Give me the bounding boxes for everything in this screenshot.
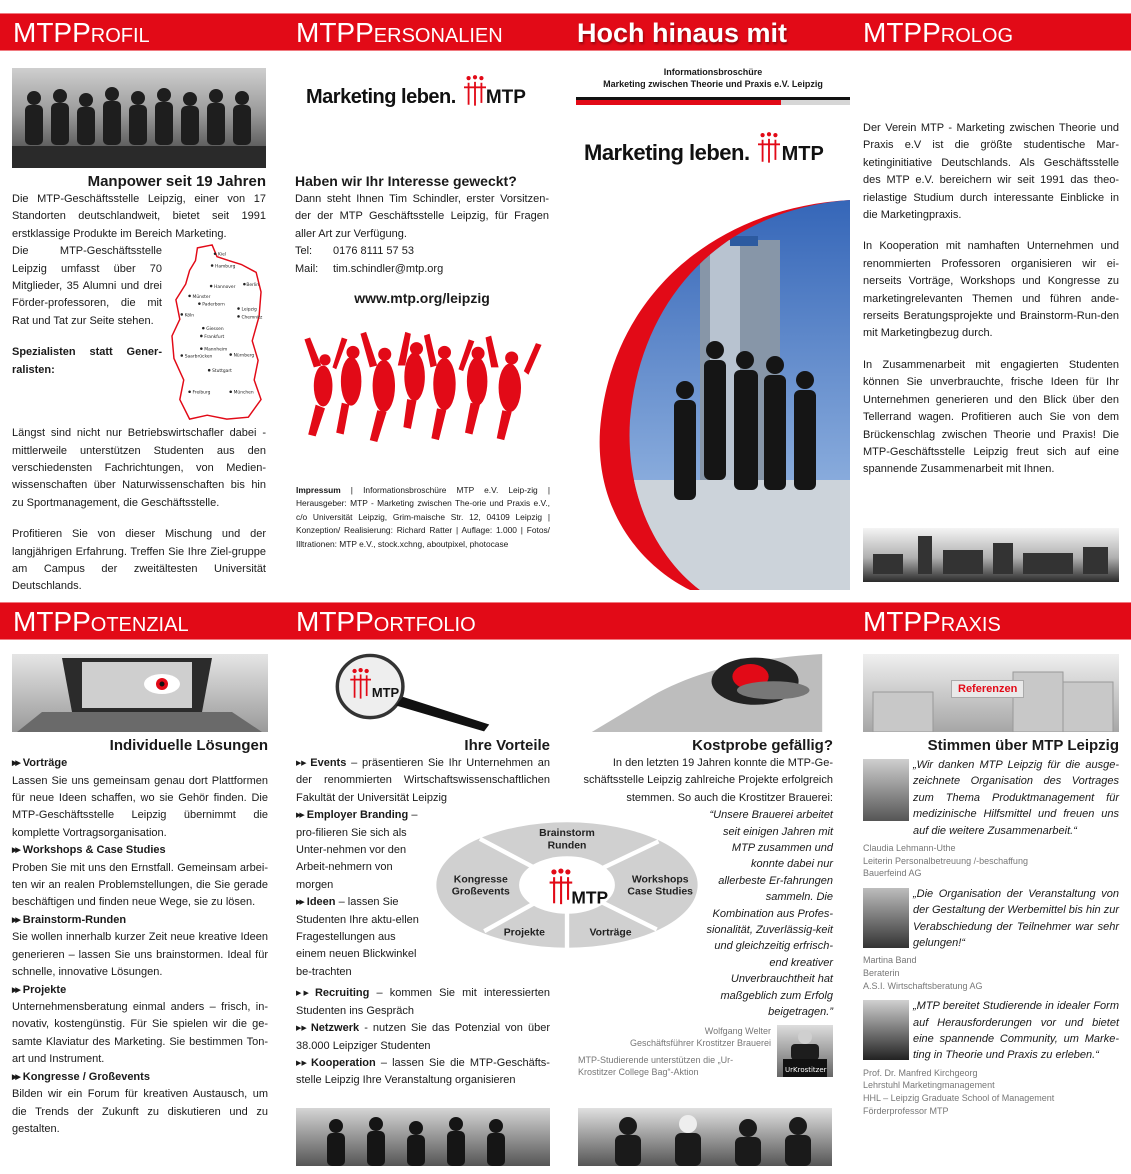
- double-arrow-icon: ▶▶: [12, 847, 19, 855]
- vorteile-item: [296, 985, 550, 1020]
- team-group-illustration: [12, 68, 266, 168]
- cover-subtitle: [576, 66, 850, 90]
- svg-text:Giessen: Giessen: [206, 327, 224, 333]
- vorteile-text: - nutzen Sie das Potenzial von über 38.000 Leipziger Studenten: [296, 1022, 550, 1052]
- profil-specialists: [12, 344, 162, 379]
- vorteile-text: – lassen Sie Studenten Ihre aktu-ellen Fragestellungen aus einem neuen Blickwinkel be-trachten: [296, 896, 419, 978]
- potenzial-title: Individuelle Lösungen: [109, 737, 268, 754]
- leipzig-skyline-photo: [863, 528, 1119, 582]
- team-photo: [12, 68, 266, 168]
- double-arrow-icon: ▶▶: [12, 1073, 19, 1081]
- prolog-p3: In Zusammenarbeit mit engagierten Studenten können Sie unverbrauchte, frische Ideen für Ihr Unternehmen generieren und den Blick über den Tellerrand wagen. Profitieren auch Sie von dem Brückenschlag zwischen Theorie und Praxis! Die MTP-Geschäftsstelle Leipzig freut sich auf eine spannende Zusammenarbeit mit Ihnen.: [863, 358, 1119, 476]
- header-prefix: MTP: [296, 17, 356, 48]
- vorteile-head: Employer Branding: [306, 809, 409, 822]
- profil-outro: Profitieren Sie von dieser Mischung und der langjährigen Erfahrung. Treffen Sie Ihre Ziel-gruppe am Campus der zweitältesten Universität Deutschlands.: [12, 528, 266, 593]
- svg-text:Frankfurt: Frankfurt: [204, 335, 225, 341]
- contact-mail-row: [295, 261, 549, 278]
- college-bag-caption: MTP-Studierende unterstützen die „Ur-Krostitzer College Bag“-Aktion: [578, 1054, 734, 1078]
- testimonial-photo: [863, 1000, 909, 1060]
- college-bag-photo: [578, 1108, 832, 1166]
- referenzen-folder-photo: [863, 654, 1119, 732]
- mtp-mark: [464, 87, 526, 109]
- impressum-text: | Informationsbroschüre MTP e.V. Leip-zig | Herausgeber: MTP - Marketing zwischen The-orie und Praxis e.V., c/o Universität Leipzig, Grim-maische Str. 12, 04109 Leipzig | Konzeption/ Realisierung: Richard Ratter | Auflage: 1.000 | Fotos/ Illtrationen: MTP e.V., stock.xchng, aboutpixel, photocase: [296, 485, 550, 549]
- kostprobe-cite-block: [578, 1025, 771, 1079]
- prolog-p2: In Kooperation mit namhaften Unternehmen und renommierten Professoren organisieren wir ei-nerseits Vorträge, Workshops und Kongresse zu marketingrelevanten Themen und führen ande-rerseits Beratungsprojekte und Brainstorm-Run-den mit Marketingbezug durch.: [863, 240, 1119, 340]
- vorteile-item: [296, 755, 550, 807]
- double-arrow-icon: ▶▶: [296, 990, 311, 998]
- wheel-center-label: MTP: [571, 887, 609, 908]
- svg-text:Leipzig: Leipzig: [241, 307, 257, 313]
- testimonial-company: Bauerfeind AG: [863, 868, 922, 879]
- header-praxis: [863, 603, 1001, 641]
- double-arrow-icon: ▶▶: [12, 760, 19, 767]
- vorteile-text: – kommen Sie mit interessierten Studenten ins Gespräch: [296, 987, 550, 1017]
- header-profil: [13, 14, 150, 52]
- jumping-people-illustration: [296, 330, 550, 442]
- testimonial-photo: [863, 888, 909, 948]
- header-prefix: MTP: [13, 17, 73, 48]
- item-head: Brainstorm-Runden: [22, 913, 127, 926]
- svg-text:Berlin: Berlin: [246, 283, 260, 289]
- svg-text:Chemnitz: Chemnitz: [241, 315, 263, 321]
- item-text: Lassen Sie uns gemeinsam genau dort Plattformen für neue Ideen schaffen, wo sie Gehör finden. Die MTP-Geschäftsstelle Leipzig übernimmt die komplette Vortragsorganisation.: [12, 774, 268, 839]
- potenzial-item: [12, 842, 268, 912]
- testimonial-title: Förderprofessor MTP: [863, 1105, 949, 1116]
- svg-text:Münster: Münster: [192, 295, 211, 301]
- mtp-mark-text: MTP: [485, 87, 526, 108]
- vorteile-item: [296, 1055, 550, 1090]
- testimonial-name: Martina Band: [863, 955, 917, 966]
- svg-text:München: München: [233, 390, 254, 396]
- svg-text:Freiburg: Freiburg: [192, 390, 211, 396]
- students-illustration: [578, 1108, 832, 1166]
- svg-text:Mannheim: Mannheim: [204, 347, 228, 353]
- praxis-column: [863, 736, 1119, 1117]
- portfolio-kostprobe: [578, 736, 833, 1079]
- header-portfolio: [296, 603, 476, 641]
- kostprobe-name: Wolfgang Welter: [704, 1025, 771, 1036]
- profil-specialists-text: Längst sind nicht nur Betriebswirtschafler dabei - mittlerweile unterstützen Studenten aus den verschiedensten Fachrichtungen, von Medien-wissenschaften über Naturwissenschaften bis hin zu Sportmanagement, die Geschäftsstelle.: [12, 427, 266, 509]
- svg-text:Paderborn: Paderborn: [202, 302, 225, 308]
- item-text: Proben Sie mit uns den Ernstfall. Gemeinsam arbei-ten wir an realen Problemstellungen, die Sie gerade beschäftigen und finden neue Wege, sie zu lösen.: [12, 861, 268, 909]
- profil-intro: Die MTP-Geschäftsstelle Leipzig, einer von 17 Standorten deutschlandweit, bietet seit 1991 erstklassige Produkte im Bereich Marketing.: [12, 193, 266, 240]
- magnifier-mtp-text: MTP: [371, 684, 400, 700]
- website-link[interactable]: www.mtp.org/leipzig: [354, 290, 490, 307]
- wheel-segment-workshops-2: Case Studies: [627, 886, 693, 898]
- team-street-photo: [296, 1108, 550, 1166]
- specialists-label: Spezialisten statt Gener-ralisten:: [12, 346, 162, 376]
- laptop-eye-photo: [12, 654, 268, 732]
- testimonial-quote: „Wir danken MTP Leipzig für die ausge-zeichnete Organisation des Vortrages zum Thema Produktmanagement für medizinische Hilfsmittel und freuen uns auf die weitere Zusammenarbeit.“: [913, 759, 1119, 837]
- potenzial-column: [12, 736, 268, 1138]
- cover-photo-team-skyscraper: [580, 200, 850, 590]
- profil-title: Manpower seit 19 Jahren: [87, 173, 266, 190]
- strawberry-mouth-photo: [580, 654, 834, 732]
- testimonial: [863, 886, 1119, 992]
- testimonial: [863, 757, 1119, 880]
- cover-rule-red: [576, 100, 781, 105]
- headline: Hoch hinaus mit: [577, 18, 788, 48]
- svg-text:Saarbrücken: Saarbrücken: [184, 354, 213, 360]
- profil-column: [12, 172, 266, 596]
- svg-text:Hamburg: Hamburg: [215, 264, 236, 270]
- wheel-segment-workshops: Workshops: [631, 874, 689, 886]
- double-arrow-icon: ▶▶: [296, 812, 303, 820]
- contact-text: Dann steht Ihnen Tim Schindler, erster Vorsitzen-der der MTP Geschäftsstelle Leipzig, für Fragen aller Art zur Verfügung.: [295, 193, 549, 240]
- testimonial-name: Claudia Lehmann-Uthe: [863, 843, 956, 854]
- contact-tel-row: [295, 243, 549, 260]
- mtp-figures-icon: [758, 132, 780, 164]
- profil-map-row: [12, 243, 266, 425]
- header-suffix: Potenzial: [72, 606, 189, 637]
- potenzial-item: [12, 912, 268, 982]
- mail-link[interactable]: tim.schindler@mtp.org: [333, 262, 444, 275]
- potenzial-item: [12, 1069, 268, 1139]
- team-street-illustration: [296, 1108, 550, 1166]
- testimonial-company: A.S.I. Wirtschaftsberatung AG: [863, 980, 983, 991]
- kostprobe-role: Geschäftsführer Krostitzer Brauerei: [629, 1038, 771, 1049]
- vorteile-head: Ideen: [306, 896, 336, 909]
- vorteile-text: – präsentieren Sie Ihr Unternehmen an der renommierten Wirtschaftswissenschaftlichen Fakultät der Universität Leipzig: [296, 757, 550, 804]
- testimonial-quote: „MTP bereitet Studierende in idealer Form auf Herausforderungen vor und bietet eine spannende Community, um Marke-ting in Theorie und Praxis zu erleben.“: [913, 1000, 1119, 1062]
- slogan: Marketing leben.: [306, 86, 456, 108]
- contact-title: Haben wir Ihr Interesse geweckt?: [295, 173, 517, 189]
- item-head: Workshops & Case Studies: [22, 844, 166, 857]
- header-suffix: Portfolio: [355, 606, 476, 637]
- vorteile-text: – lassen Sie die MTP-Geschäfts-stelle Leipzig Ihre Veranstaltung organisieren: [296, 1056, 550, 1087]
- double-arrow-icon: ▶▶: [12, 916, 19, 924]
- vorteile-title: Ihre Vorteile: [464, 737, 550, 754]
- wheel-segment-brainstorm: Brainstorm: [539, 828, 595, 840]
- vorteile-item: [296, 894, 428, 981]
- item-text: Sie wollen innerhalb kurzer Zeit neue kreative Ideen generieren – lassen Sie uns brainstormen. Ideal für schnelle, innovative Lösungen.: [12, 931, 268, 979]
- header-prefix: MTP: [863, 606, 923, 637]
- marketing-leben-logo: [306, 86, 546, 109]
- svg-text:Hannover: Hannover: [214, 285, 236, 291]
- double-arrow-icon: ▶▶: [296, 899, 303, 907]
- header-prefix: MTP: [863, 17, 923, 48]
- testimonial-role: Beraterin: [863, 968, 900, 979]
- testimonial-quote: „Die Organisation der Veranstaltung von der Gestaltung der Werbemittel bis hin zur Verabschiedung der Teilnehmer war sehr gelungen!“: [913, 887, 1119, 950]
- vorteile-head: Kooperation: [310, 1056, 376, 1069]
- header-suffix: Profil: [72, 17, 150, 48]
- svg-text:Kiel: Kiel: [217, 252, 227, 258]
- double-arrow-icon: ▶▶: [296, 1059, 307, 1067]
- potenzial-item: [12, 755, 268, 842]
- header-prolog: [863, 14, 1013, 52]
- praxis-title: Stimmen über MTP Leipzig: [927, 737, 1119, 754]
- svg-text:Stuttgart: Stuttgart: [212, 369, 232, 375]
- header-suffix: Prolog: [922, 17, 1014, 48]
- vorteile-head: Recruiting: [314, 987, 370, 1000]
- item-text: Bilden wir ein Forum für kreativen Austausch, um die Trends der Zukunft zu diskutieren und zu gestalten.: [12, 1088, 268, 1135]
- cover-mtp-mark: [758, 143, 824, 166]
- testimonial-name: Prof. Dr. Manfred Kirchgeorg: [863, 1067, 978, 1078]
- wheel-segment-brainstorm-2: Runden: [547, 840, 587, 852]
- wheel-segment-kongresse-2: Großevents: [451, 886, 510, 898]
- crate-label: UrKrostitzer: [785, 1065, 827, 1074]
- item-text: Unternehmensberatung einmal anders – frisch, in-novativ, kostengünstig. Für Sie spielen wir die ge-samte Klaviatur des Marketing. Sie bestimmen Ton-art und Instrument.: [12, 1001, 268, 1066]
- header-potenzial: [13, 603, 189, 641]
- mail-label: Mail:: [295, 262, 319, 275]
- double-arrow-icon: ▶▶: [296, 760, 307, 767]
- cover-mtp-text: MTP: [781, 143, 824, 165]
- wheel-segment-projekte: Projekte: [503, 927, 545, 939]
- bottom-header-band: [0, 602, 1131, 640]
- potenzial-list: [12, 755, 268, 1138]
- impressum-label: Impressum: [296, 485, 341, 495]
- welter-photo: [777, 1025, 833, 1077]
- header-suffix: Personalien: [355, 17, 503, 48]
- testimonial-role: Lehrstuhl Marketingmanagement: [863, 1080, 995, 1091]
- wheel-segment-kongresse: Kongresse: [453, 874, 508, 886]
- header-personalien: [296, 14, 503, 52]
- impressum: [296, 484, 550, 551]
- testimonial-photo: [863, 759, 909, 821]
- personalien-column: [295, 172, 549, 306]
- wheel-segment-vortraege: Vorträge: [589, 927, 632, 939]
- header-prefix: MTP: [13, 606, 73, 637]
- potenzial-item: [12, 982, 268, 1069]
- germany-map: [168, 243, 266, 425]
- kostprobe-title: Kostprobe gefällig?: [692, 737, 833, 754]
- tel-value[interactable]: 0176 8111 57 53: [333, 245, 414, 258]
- kostprobe-quote: “Unsere Brauerei arbeitet seit einigen Jahren mit MTP zusammen und konnte dabei nur allerbeste Er-fahrungen sammeln. Die Kombination aus Profes-sionalität, Zuverlässig-keit und gleichzeitig erfrisch-end kreativer Unverbrauchtheit hat maßgeblich zum Erfolg beigetragen.”: [706, 809, 833, 1019]
- vorteile-item: [296, 807, 428, 894]
- vorteile-head: Events: [310, 757, 347, 769]
- vorteile-item: [296, 1020, 550, 1055]
- vorteile-text: – pro-filieren Sie sich als Unter-nehmen vor den Arbeit-nehmern von morgen: [296, 809, 418, 891]
- prolog-column: [863, 120, 1119, 479]
- double-arrow-icon: ▶▶: [12, 986, 19, 994]
- item-head: Kongresse / Großevents: [22, 1070, 150, 1083]
- item-head: Projekte: [22, 983, 67, 996]
- profil-members: Die MTP-Geschäftsstelle Leipzig umfasst über 70 Mitglieder, 35 Alumni und drei Förder-professoren, die mit Rat und Tat zur Seite stehen.: [12, 245, 162, 327]
- testimonial: [863, 998, 1119, 1117]
- svg-text:Köln: Köln: [184, 313, 195, 319]
- skyline-illustration: [863, 528, 1119, 582]
- testimonial-role: Leiterin Personalbetreuung /-beschaffung: [863, 855, 1028, 866]
- portfolio-vorteile: [296, 736, 550, 1090]
- cover-logo: [584, 140, 834, 166]
- header-suffix: Praxis: [922, 606, 1001, 637]
- mtp-figures-icon: [464, 75, 486, 107]
- person-with-crate-illustration: [777, 1025, 833, 1077]
- profil-left-block: [12, 243, 162, 425]
- referenzen-label: Referenzen: [951, 680, 1024, 698]
- item-head: Vorträge: [22, 757, 68, 769]
- laptop-eye-illustration: [12, 654, 268, 732]
- prolog-p1: Der Verein MTP - Marketing zwischen Theorie und Praxis e.V ist die größte studentische Mar-ketinginitiative Deutschlands. Als Geschäftsstelle des MTP e.V. bereichern wir seit 1991 das theo-rielastige Studium durch interessante Einblicke in die Marketingpraxis.: [863, 122, 1119, 222]
- cover-slogan: Marketing leben.: [584, 140, 750, 165]
- cover-rule-grey: [781, 100, 850, 105]
- magnifier-logo-illustration: [315, 652, 515, 734]
- vorteile-head: Netzwerk: [310, 1022, 360, 1035]
- double-arrow-icon: ▶▶: [296, 1025, 307, 1033]
- tel-label: Tel:: [295, 245, 313, 258]
- testimonial-school: HHL – Leipzig Graduate School of Management: [863, 1093, 1055, 1104]
- cover-subtitle-2: Marketing zwischen Theorie und Praxis e.V. Leipzig: [603, 79, 823, 89]
- kostprobe-text: In den letzten 19 Jahren konnte die MTP-Ge-schäftsstelle Leipzig zahlreiche Projekte erfolgreich stemmen. So auch die Krostitzer Brauerei:: [583, 757, 833, 804]
- header-prefix: MTP: [296, 606, 356, 637]
- cover-subtitle-1: Informationsbroschüre: [663, 67, 763, 77]
- kostprobe-footer: [578, 1025, 833, 1079]
- svg-text:Nürnberg: Nürnberg: [233, 353, 255, 359]
- top-header-band: [0, 13, 1131, 51]
